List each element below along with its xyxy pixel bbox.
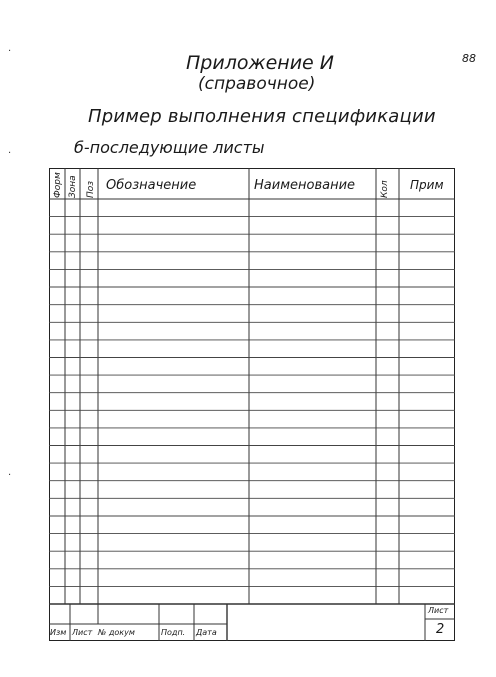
header-name: Наименование [254, 178, 356, 193]
stamp-signature: Подп. [161, 628, 186, 637]
sheet-number: 2 [436, 622, 445, 637]
header-designation: Обозначение [106, 178, 197, 193]
variant-label: б-последующие листы [74, 138, 265, 157]
appendix-subtitle: (справочное) [198, 74, 316, 94]
header-zone: Зона [68, 175, 78, 198]
header-quantity: Кол [380, 180, 390, 198]
margin-tick: · [8, 148, 12, 159]
header-position: Поз [86, 180, 96, 198]
header-note: Прим [410, 178, 444, 192]
example-heading: Пример выполнения спецификации [88, 106, 436, 127]
stamp-change: Изм [50, 628, 67, 637]
margin-tick: · [8, 470, 12, 481]
specification-grid [49, 168, 455, 641]
appendix-title: Приложение И [186, 52, 334, 74]
sheet-label: Лист [428, 606, 449, 615]
margin-tick: · [8, 46, 12, 57]
header-format: Форм [53, 172, 63, 198]
stamp-date: Дата [196, 628, 217, 637]
page-corner-number: 88 [462, 52, 476, 65]
stamp-doc-number: № докум [98, 628, 135, 637]
stamp-sheet: Лист [72, 628, 93, 637]
